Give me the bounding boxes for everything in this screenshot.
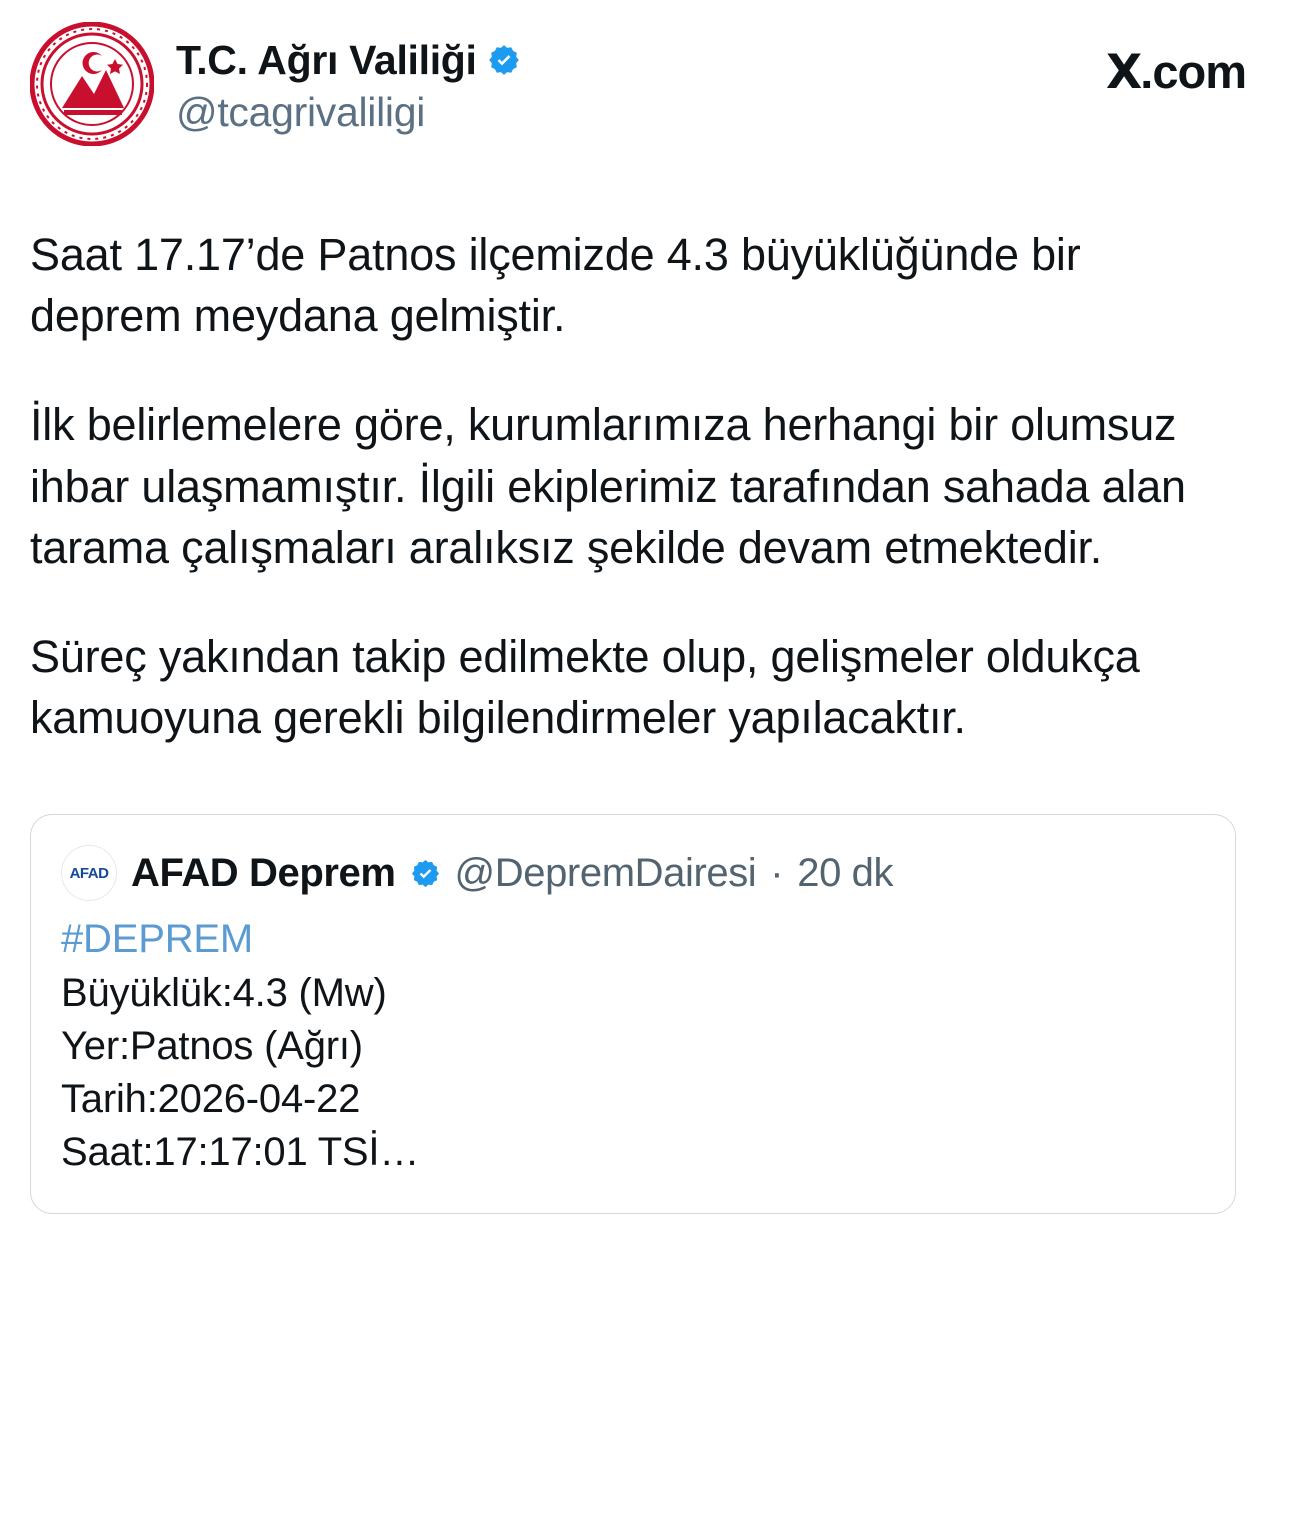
quote-line-date: Tarih:2026-04-22 <box>61 1076 361 1121</box>
tweet-paragraph-3: Süreç yakından takip edilmekte olup, gelişmeler oldukça kamuoyuna gerekli bilgilendirmeler yapılacaktır. <box>30 630 1140 744</box>
quoted-timestamp: 20 dk <box>797 850 894 895</box>
brand-suffix: .com <box>1140 45 1246 98</box>
afad-logo-label: AFAD <box>69 864 109 882</box>
tweet-text <box>30 224 1246 748</box>
quoted-separator: · <box>770 850 784 895</box>
tweet-header <box>30 22 1246 162</box>
tweet-paragraph-2: İlk belirlemelere göre, kurumlarımıza herhangi bir olumsuz ihbar ulaşmamıştır. İlgili ekiplerimiz tarafından sahada alan tarama çalışmaları aralıksız şekilde devam etmektedir. <box>30 399 1186 573</box>
x-logo-icon: X <box>1106 45 1141 100</box>
display-name-row <box>176 36 521 84</box>
quoted-tweet-card[interactable] <box>30 814 1236 1214</box>
brand-watermark <box>1106 22 1246 100</box>
quote-line-location: Yer:Patnos (Ağrı) <box>61 1023 363 1068</box>
quoted-account-name: AFAD Deprem <box>131 850 396 895</box>
account-identity[interactable] <box>30 22 521 146</box>
name-block <box>176 22 521 137</box>
avatar[interactable] <box>30 22 154 146</box>
hashtag-deprem[interactable]: #DEPREM <box>61 917 253 962</box>
display-name: T.C. Ağrı Valiliği <box>176 37 477 83</box>
quoted-account-handle: @DepremDairesi <box>454 850 757 895</box>
quote-line-magnitude: Büyüklük:4.3 (Mw) <box>61 970 387 1015</box>
quoted-tweet-text <box>61 913 1205 1179</box>
verified-badge-icon <box>487 43 521 77</box>
account-handle: @tcagrivaliligi <box>176 89 426 136</box>
turkish-republic-seal-icon <box>30 22 154 146</box>
verified-badge-icon <box>410 858 441 889</box>
quote-line-time: Saat:17:17:01 TSİ… <box>61 1130 420 1175</box>
tweet-paragraph-1: Saat 17.17’de Patnos ilçemizde 4.3 büyüklüğünde bir deprem meydana gelmiştir. <box>30 229 1081 342</box>
afad-logo-icon[interactable] <box>61 845 117 901</box>
quoted-tweet-header <box>61 845 1205 901</box>
